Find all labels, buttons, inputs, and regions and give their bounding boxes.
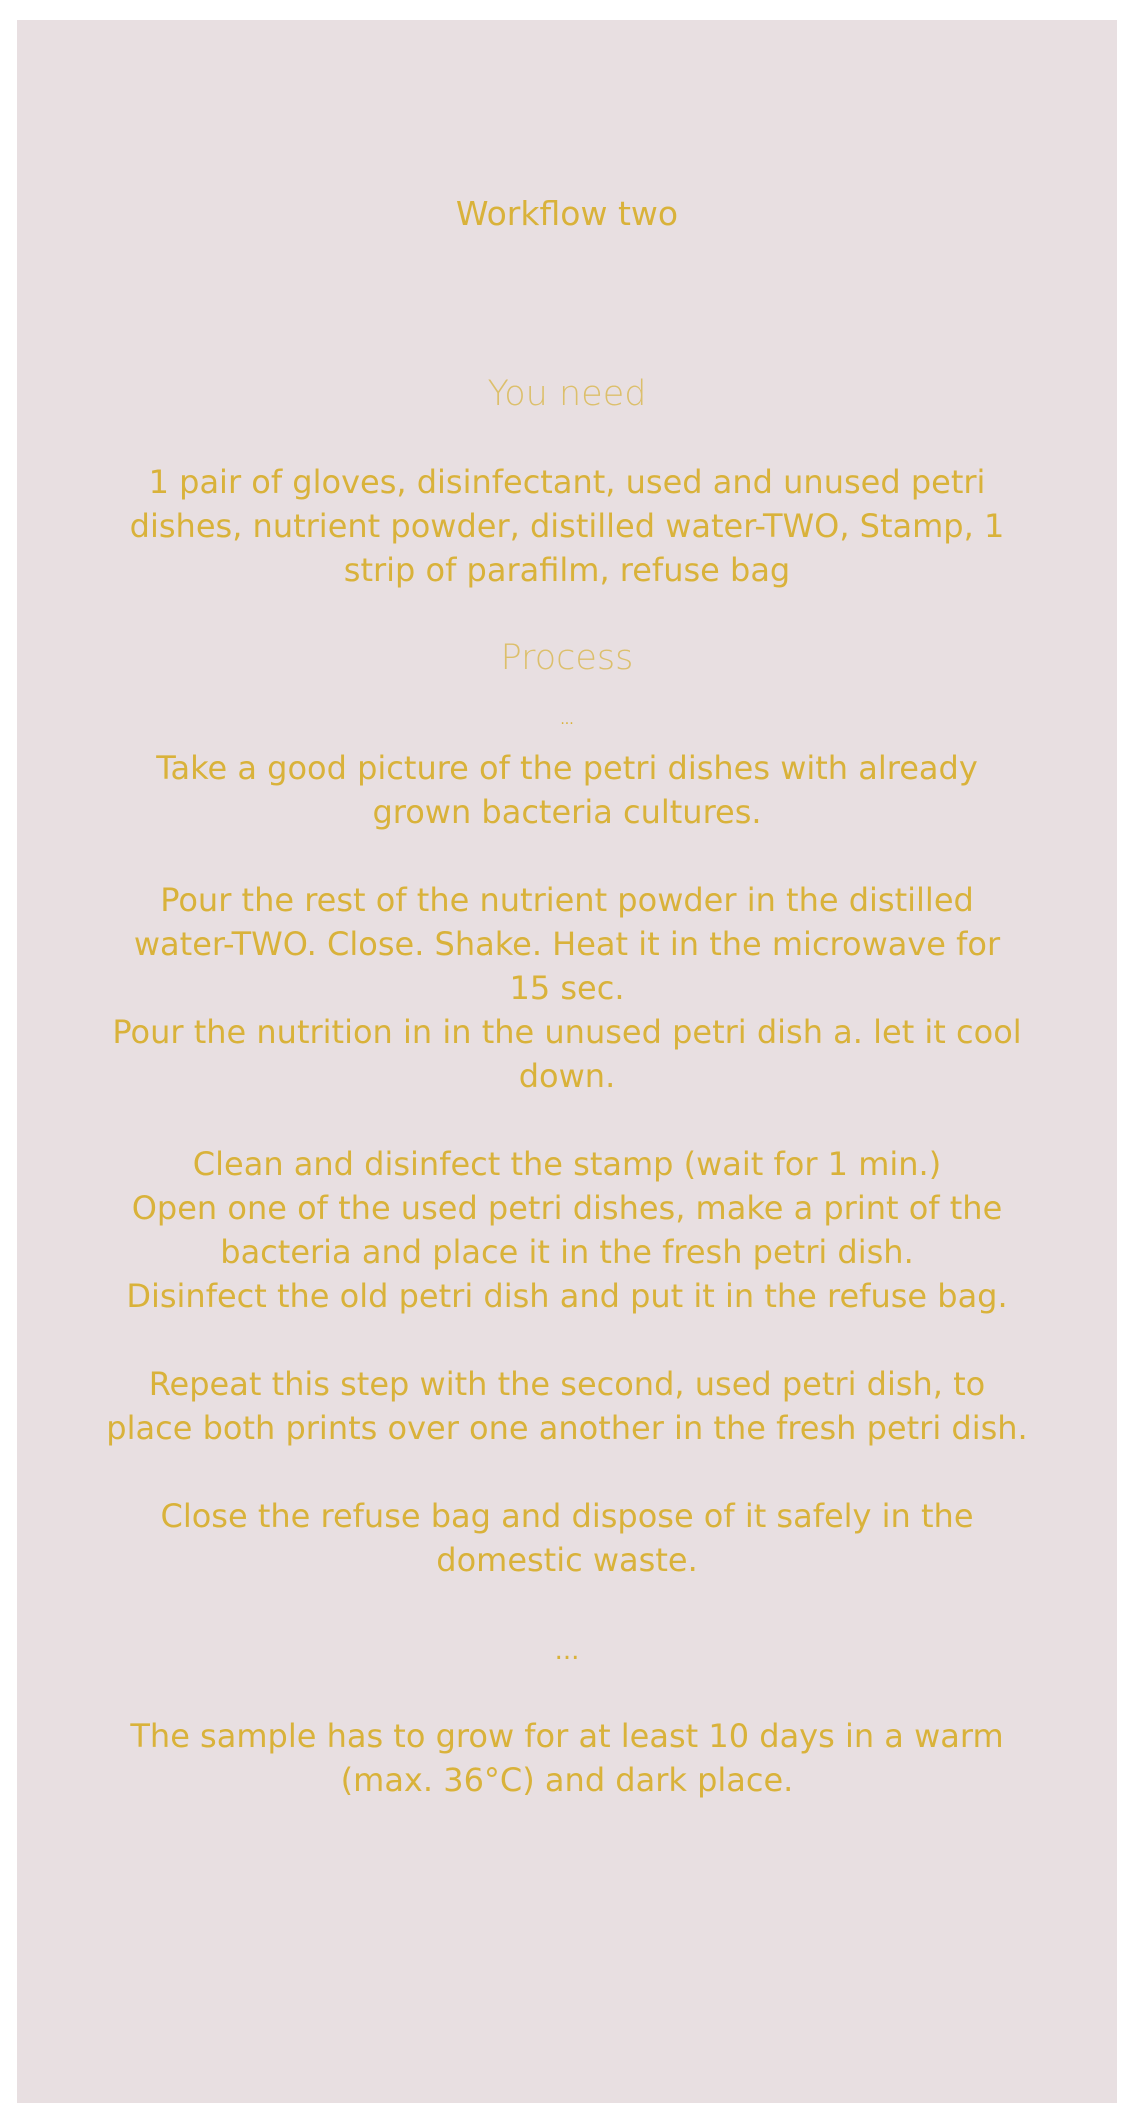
page-title: Workflow two bbox=[455, 194, 679, 233]
step-line: bacteria and place it in the fresh petri dish. bbox=[220, 1233, 914, 1271]
materials-list bbox=[77, 460, 1057, 592]
you-need-heading: You need bbox=[487, 374, 647, 414]
end-separator: ... bbox=[554, 1636, 580, 1666]
process-heading: Process bbox=[500, 638, 634, 678]
process-step-photo bbox=[77, 746, 1057, 834]
step-line: water-TWO. Close. Shake. Heat it in the microwave for bbox=[133, 925, 1001, 963]
workflow-card bbox=[17, 20, 1117, 2103]
step-line: down. bbox=[518, 1057, 616, 1095]
step-line: Open one of the used petri dishes, make a print of the bbox=[131, 1189, 1003, 1227]
growth-instructions bbox=[77, 1714, 1057, 1802]
process-step-nutrient bbox=[77, 878, 1057, 1098]
step-line: Pour the nutrition in in the unused petri dish a. let it cool bbox=[112, 1013, 1022, 1051]
step-line: 15 sec. bbox=[509, 969, 625, 1007]
step-line: Disinfect the old petri dish and put it in the refuse bag. bbox=[126, 1277, 1008, 1315]
process-separator: ... bbox=[560, 712, 574, 728]
final-line: The sample has to grow for at least 10 days in a warm bbox=[130, 1717, 1004, 1755]
process-step-dispose bbox=[77, 1494, 1057, 1582]
step-line: grown bacteria cultures. bbox=[372, 793, 762, 831]
materials-line: strip of parafilm, refuse bag bbox=[343, 551, 791, 589]
process-step-repeat bbox=[77, 1362, 1057, 1450]
step-line: domestic waste. bbox=[436, 1541, 698, 1579]
step-line: Close the refuse bag and dispose of it safely in the bbox=[160, 1497, 974, 1535]
materials-line: 1 pair of gloves, disinfectant, used and unused petri bbox=[148, 463, 986, 501]
process-step-stamp bbox=[77, 1142, 1057, 1318]
final-line: (max. 36°C) and dark place. bbox=[340, 1761, 794, 1799]
step-line: Clean and disinfect the stamp (wait for 1 min.) bbox=[192, 1145, 942, 1183]
step-line: Repeat this step with the second, used petri dish, to bbox=[148, 1365, 986, 1403]
step-line: place both prints over one another in the fresh petri dish. bbox=[106, 1409, 1028, 1447]
materials-line: dishes, nutrient powder, distilled water-TWO, Stamp, 1 bbox=[129, 507, 1005, 545]
step-line: Take a good picture of the petri dishes with already bbox=[156, 749, 978, 787]
step-line: Pour the rest of the nutrient powder in the distilled bbox=[160, 881, 974, 919]
